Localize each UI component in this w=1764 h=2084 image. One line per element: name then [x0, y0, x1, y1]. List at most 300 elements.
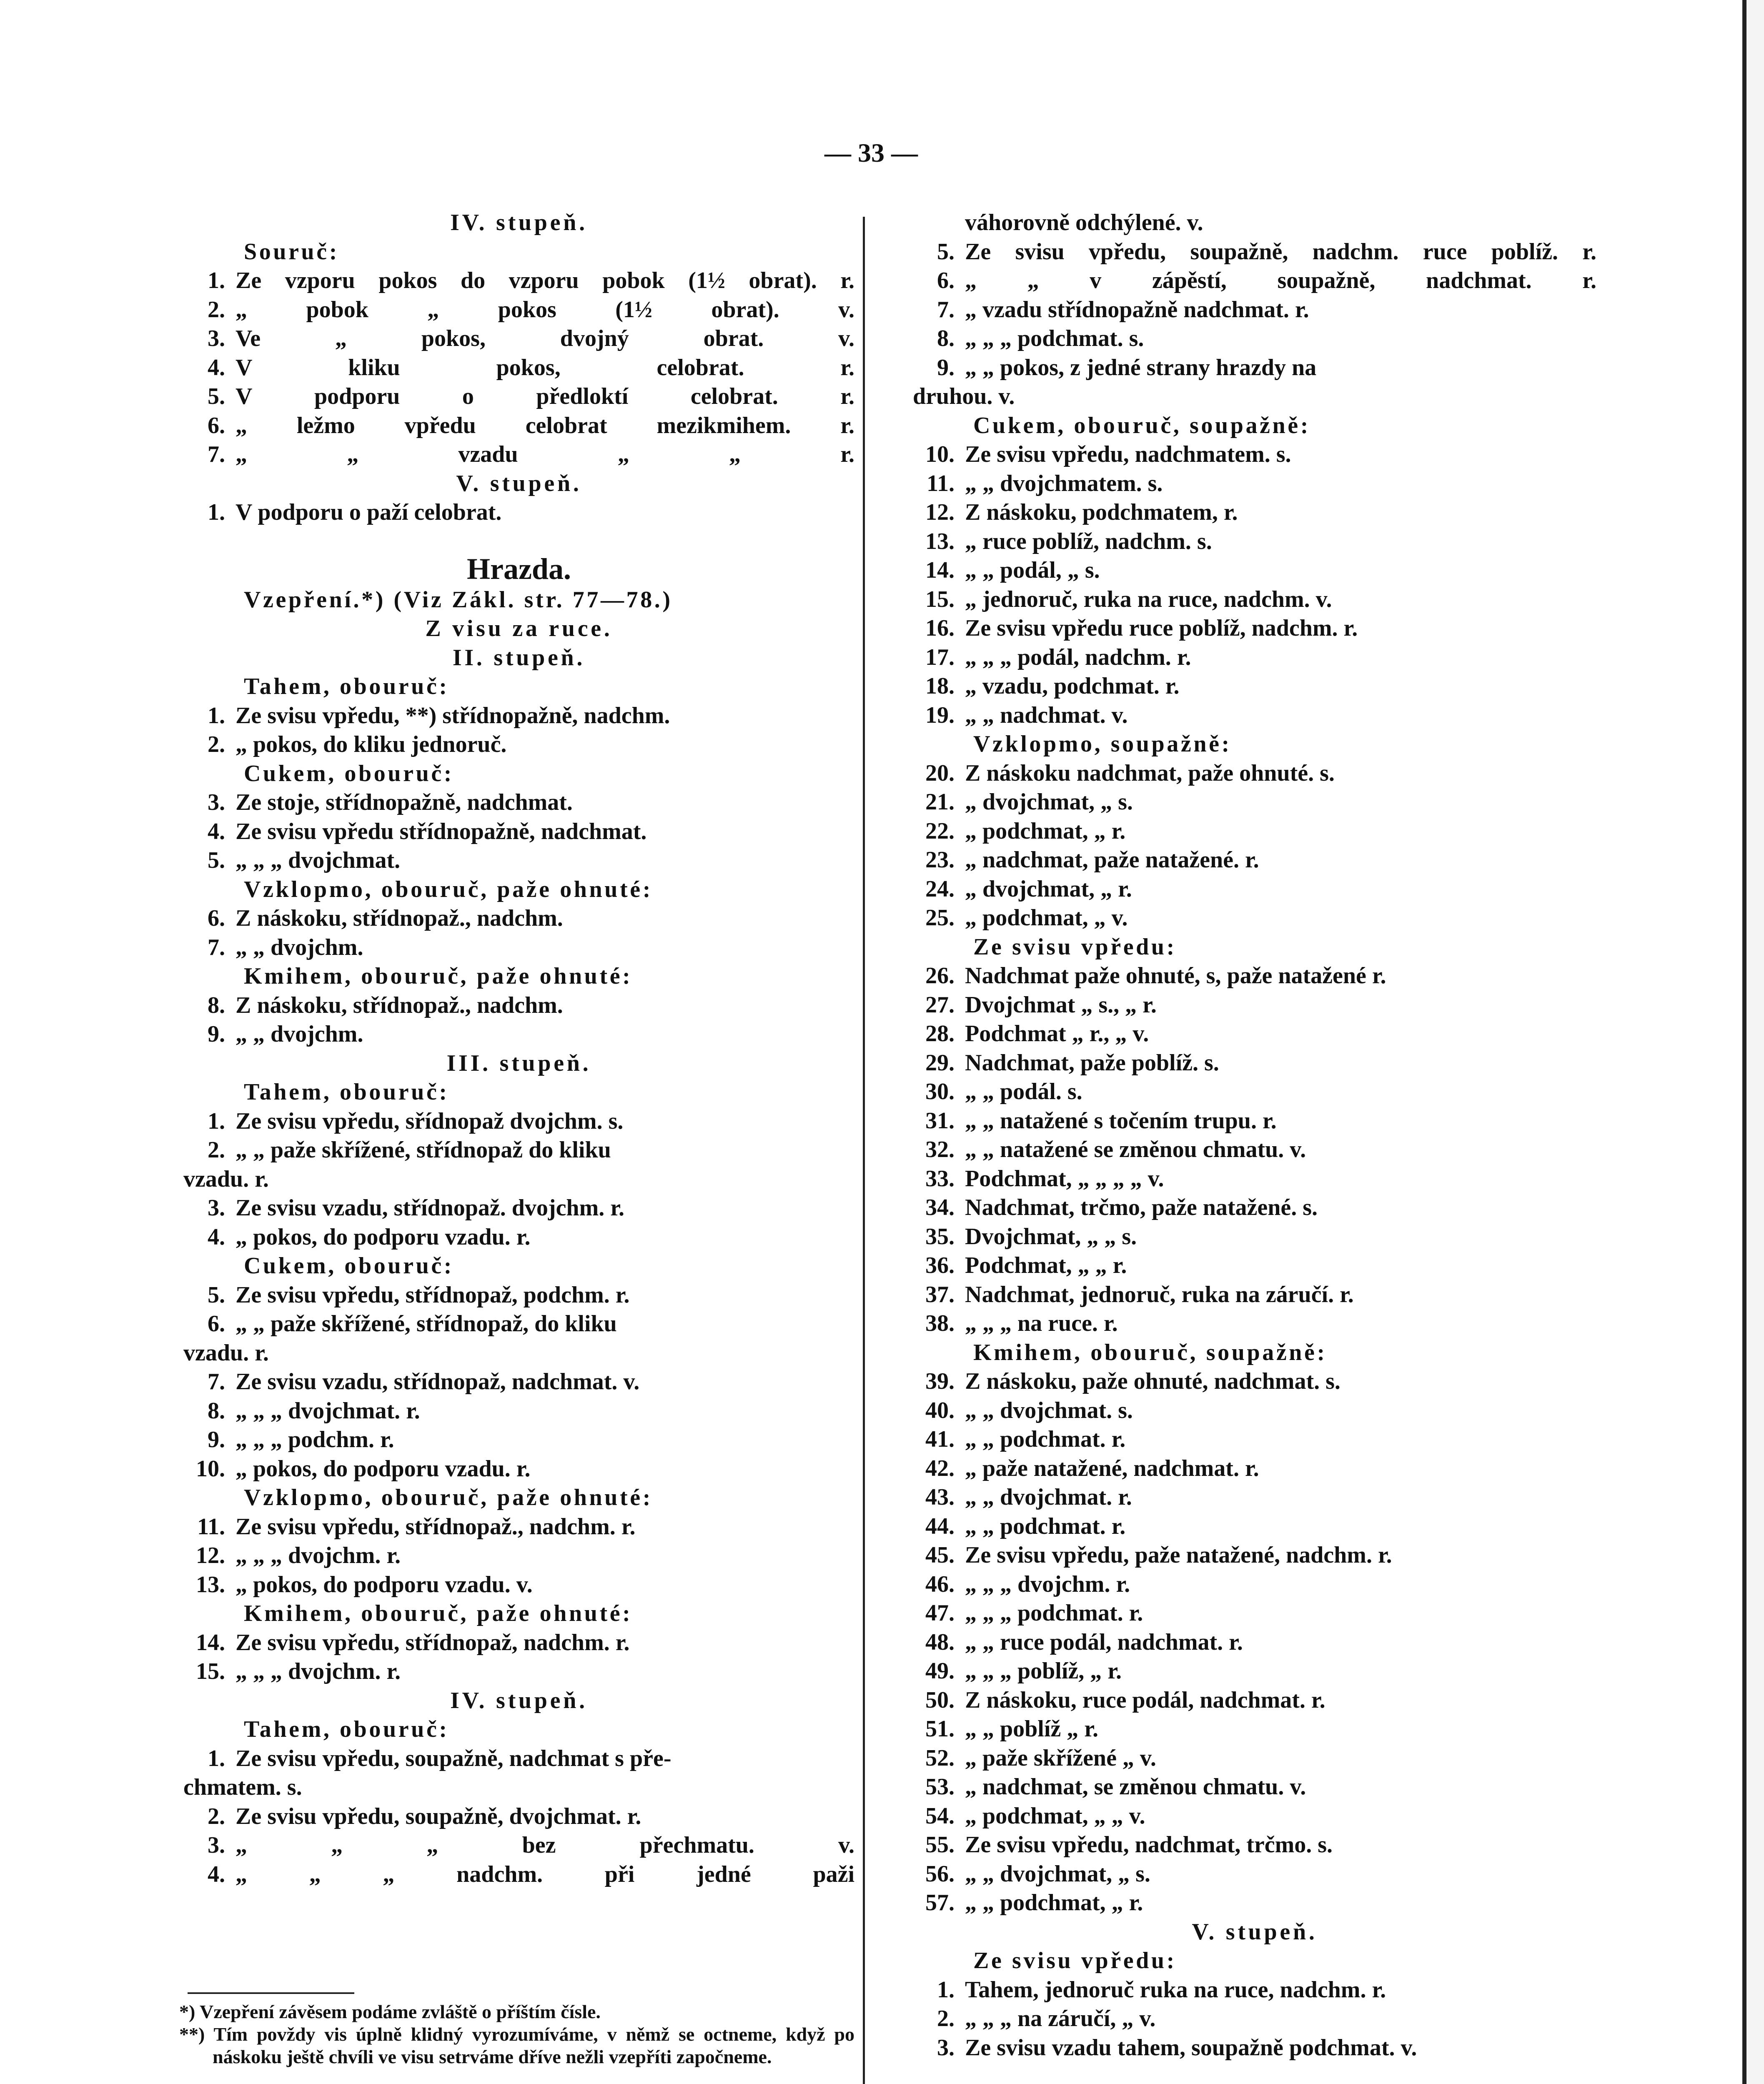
- item-number: 30.: [925, 1079, 955, 1105]
- item-text: Ze stoje, střídnopažně, nadchmat.: [236, 789, 573, 815]
- item-text: „ pokos, do podporu vzadu. r.: [236, 1455, 531, 1482]
- item-number: 34.: [925, 1195, 955, 1220]
- list-item: [913, 1483, 1596, 1512]
- subheading: Vzklopmo, obouruč, paže ohnuté:: [244, 1485, 653, 1510]
- list-item: [913, 1019, 1596, 1049]
- list-item: [913, 1425, 1596, 1454]
- subheading: Ze svisu vpředu:: [973, 934, 1177, 960]
- item-text: „ „ poblíž „ r.: [965, 1716, 1098, 1742]
- list-item: [913, 469, 1596, 498]
- item-text: „ ruce poblíž, nadchm. s.: [965, 528, 1212, 554]
- item-number: 12.: [925, 499, 955, 525]
- item-text: Ze svisu vpředu, střídnopaž, nadchm. r.: [236, 1629, 630, 1656]
- item-text: Podchmat, „ „ r.: [965, 1252, 1127, 1278]
- item-text: Ze svisu vpředu, soupažně, nadchm. ruce poblíž. r.: [965, 238, 1596, 265]
- list-item: [913, 701, 1596, 730]
- subheading: Cukem, obouruč, soupažně:: [973, 412, 1310, 438]
- item-number: 16.: [925, 615, 955, 641]
- item-number: 3.: [208, 789, 225, 815]
- list-item: [183, 296, 854, 325]
- list-item: [913, 643, 1596, 672]
- list-item: [183, 1831, 854, 1860]
- item-text: „ „ „ dvojchm. r.: [965, 1571, 1130, 1597]
- item-continuation: druhou. v.: [913, 383, 1015, 409]
- list-item: [913, 1715, 1596, 1744]
- item-number: 20.: [925, 760, 955, 786]
- item-number: 15.: [196, 1658, 225, 1684]
- item-continuation: chmatem. s.: [183, 1774, 302, 1800]
- item-text: „ „ natažené se změnou chmatu. v.: [965, 1137, 1306, 1162]
- item-text: „ „ ruce podál, nadchmat. r.: [965, 1629, 1243, 1655]
- item-text: „ podchmat, „ r.: [965, 818, 1126, 844]
- footnote-2: **) Tím povždy vis úplně klidný vyrozumíváme, v němž se octneme, když po náskoku ještě chvíli ve visu setrváme dříve nežli vzepříti započneme.: [179, 2024, 854, 2067]
- item-text: „ paže skřížené „ v.: [965, 1745, 1156, 1771]
- item-text: V podporu o předloktí celobrat. r.: [236, 383, 854, 409]
- item-text: „ pobok „ pokos (1½ obrat). v.: [236, 296, 854, 323]
- item-number: 51.: [925, 1716, 955, 1742]
- item-number: 2.: [937, 2006, 955, 2031]
- item-number: 6.: [208, 412, 225, 438]
- list-item: [183, 1802, 854, 1831]
- item-number: 54.: [925, 1803, 955, 1829]
- item-text: Dvojchmat, „ „ s.: [965, 1223, 1137, 1250]
- subheading: Ze svisu vpředu:: [973, 1948, 1177, 1974]
- item-number: 33.: [925, 1165, 955, 1192]
- item-text: Nadchmat, paže poblíž. s.: [965, 1050, 1219, 1076]
- list-item: [913, 556, 1596, 585]
- list-item: [913, 1193, 1596, 1222]
- item-text: „ „ „ dvojchm. r.: [236, 1543, 401, 1568]
- item-number: 22.: [925, 818, 955, 844]
- item-text: „ „ podchmat. r.: [965, 1426, 1126, 1452]
- list-item: [913, 1280, 1596, 1310]
- item-text: „ „ „ dvojchm. r.: [236, 1658, 401, 1684]
- item-number: 7.: [208, 1369, 225, 1395]
- list-item: [183, 1310, 854, 1339]
- footnotes: [179, 2001, 854, 2068]
- item-text: Ze svisu vzadu, střídnopaž. dvojchm. r.: [236, 1195, 624, 1221]
- list-item: [913, 527, 1596, 556]
- list-item: [183, 1628, 854, 1658]
- list-item: [913, 962, 1596, 991]
- list-item: [913, 614, 1596, 643]
- list-item: [183, 904, 854, 933]
- item-text: Ze svisu vpředu, sřídnopaž dvojchm. s.: [236, 1108, 624, 1134]
- item-text: „ „ „ podchmat. r.: [965, 1600, 1143, 1626]
- item-number: 13.: [925, 528, 955, 554]
- section-heading: Z visu za ruce.: [425, 616, 613, 641]
- item-text: „ „ paže skřížené, střídnopaž do kliku: [236, 1137, 611, 1163]
- item-text: „ nadchmat, se změnou chmatu. v.: [965, 1774, 1306, 1800]
- item-text: Podchmat „ r., „ v.: [965, 1021, 1149, 1047]
- item-text: „ „ v zápěstí, soupažně, nadchmat. r.: [965, 268, 1596, 293]
- continuation-line: váhorovně odchýlené. v.: [965, 210, 1203, 235]
- item-text: „ dvojchmat, „ s.: [965, 789, 1133, 815]
- item-number: 1.: [208, 499, 225, 525]
- list-item: [913, 759, 1596, 788]
- item-number: 53.: [925, 1774, 955, 1800]
- list-item: [913, 498, 1596, 527]
- item-text: Nadchmat, trčmo, paže natažené. s.: [965, 1195, 1318, 1220]
- item-number: 3.: [937, 2034, 955, 2061]
- list-item: [183, 1571, 854, 1600]
- item-number: 42.: [925, 1455, 955, 1481]
- item-text: „ podchmat, „ „ v.: [965, 1803, 1145, 1829]
- list-item: [183, 411, 854, 441]
- item-text: Z náskoku, podchmatem, r.: [965, 499, 1238, 525]
- list-item: [913, 991, 1596, 1020]
- item-number: 4.: [208, 1861, 225, 1887]
- item-text: Ze svisu vzadu tahem, soupažně podchmat. v.: [965, 2034, 1417, 2061]
- item-number: 52.: [925, 1745, 955, 1771]
- item-number: 2.: [208, 1803, 225, 1829]
- list-item: [183, 1455, 854, 1484]
- item-text: „ „ dvojchm.: [236, 1021, 363, 1047]
- item-text: „ paže natažené, nadchmat. r.: [965, 1455, 1259, 1481]
- subheading: Kmihem, obouruč, paže ohnuté:: [244, 963, 633, 989]
- item-number: 2.: [208, 296, 225, 323]
- list-item: [913, 1107, 1596, 1136]
- list-item: [913, 1570, 1596, 1599]
- item-number: 21.: [925, 789, 955, 815]
- item-number: 14.: [196, 1629, 225, 1656]
- item-number: 8.: [937, 326, 955, 351]
- item-text: „ pokos, do kliku jednoruč.: [236, 731, 507, 757]
- list-item: [913, 1599, 1596, 1628]
- item-number: 14.: [925, 557, 955, 583]
- item-text: „ „ paže skřížené, střídnopaž, do kliku: [236, 1311, 617, 1337]
- item-number: 2.: [208, 731, 225, 757]
- list-item: [183, 498, 854, 527]
- item-text: Tahem, jednoruč ruka na ruce, nadchm. r.: [965, 1976, 1386, 2003]
- item-text: „ pokos, do podporu vzadu. r.: [236, 1224, 531, 1250]
- item-number: 27.: [925, 992, 955, 1018]
- list-item: [183, 1194, 854, 1223]
- section-heading: V. stupeň.: [456, 470, 582, 496]
- subheading: Vzepření.*) (Viz Zákl. str. 77—78.): [244, 586, 673, 613]
- item-number: 4.: [208, 354, 225, 381]
- subheading: Vzklopmo, soupažně:: [973, 731, 1232, 757]
- item-text: „ „ podchmat, „ r.: [965, 1890, 1143, 1916]
- subheading: Tahem, obouruč:: [244, 1079, 449, 1105]
- item-number: 5.: [208, 1282, 225, 1308]
- list-item: [183, 730, 854, 759]
- item-text: Dvojchmat „ s., „ r.: [965, 992, 1157, 1018]
- item-number: 50.: [925, 1687, 955, 1713]
- subheading: Tahem, obouruč:: [244, 674, 449, 699]
- list-item: [913, 1309, 1596, 1338]
- list-item: [913, 875, 1596, 904]
- item-number: 13.: [196, 1571, 225, 1598]
- list-item: [913, 1396, 1596, 1425]
- item-number: 6.: [208, 1311, 225, 1337]
- item-text: Ze svisu vpředu, nadchmat, trčmo. s.: [965, 1832, 1333, 1858]
- list-item: [913, 1077, 1596, 1107]
- item-number: 46.: [925, 1571, 955, 1597]
- item-text: Ze svisu vpředu, paže natažené, nadchm. r.: [965, 1542, 1392, 1568]
- list-item: [183, 1541, 854, 1571]
- item-text: „ „ „ poblíž, „ r.: [965, 1658, 1122, 1684]
- item-number: 41.: [925, 1426, 955, 1452]
- list-item: [913, 2004, 1596, 2034]
- section-heading: IV. stupeň.: [450, 210, 588, 235]
- item-text: „ „ „ nadchm. při jedné paži: [236, 1861, 854, 1887]
- right-column: [913, 208, 1596, 2062]
- item-text: Z náskoku, střídnopaž., nadchm.: [236, 992, 563, 1018]
- list-item: [183, 1107, 854, 1136]
- list-item: [913, 672, 1596, 701]
- item-number: 24.: [925, 876, 955, 902]
- item-number: 1.: [208, 702, 225, 729]
- footnote-rule: [188, 1992, 354, 1994]
- item-number: 29.: [925, 1050, 955, 1076]
- item-text: „ „ dvojchmatem. s.: [965, 470, 1163, 496]
- item-text: „ „ „ podchmat. s.: [965, 326, 1144, 351]
- list-item: [183, 1513, 854, 1542]
- list-item: [913, 904, 1596, 933]
- list-item: [913, 788, 1596, 817]
- list-item: [913, 1367, 1596, 1396]
- list-item: [183, 353, 854, 383]
- list-item: [913, 266, 1596, 296]
- item-text: Nadchmat, jednoruč, ruka na záručí. r.: [965, 1281, 1354, 1308]
- item-number: 1.: [208, 268, 225, 293]
- item-number: 40.: [925, 1397, 955, 1423]
- item-number: 15.: [925, 586, 955, 612]
- list-item: [183, 1397, 854, 1426]
- item-text: „ „ pokos, z jedné strany hrazdy na: [965, 354, 1317, 381]
- list-item: [913, 1686, 1596, 1715]
- list-item: [183, 324, 854, 353]
- item-number: 56.: [925, 1861, 955, 1887]
- list-item: [913, 1251, 1596, 1280]
- column-divider: [863, 217, 865, 2084]
- item-text: „ „ „ na ruce. r.: [965, 1310, 1118, 1336]
- list-item: [913, 585, 1596, 614]
- item-number: 28.: [925, 1021, 955, 1047]
- list-item: [913, 1628, 1596, 1657]
- item-text: „ „ natažené s točením trupu. r.: [965, 1107, 1277, 1134]
- list-item: [183, 817, 854, 847]
- item-text: „ nadchmat, paže natažené. r.: [965, 847, 1259, 873]
- subheading: Vzklopmo, obouruč, paže ohnuté:: [244, 876, 653, 902]
- item-text: Nadchmat paže ohnuté, s, paže natažené r.: [965, 963, 1386, 989]
- list-item: [183, 1860, 854, 1889]
- footnote-1: *) Vzepření závěsem podáme zvláště o příštím čísle.: [179, 2001, 601, 2022]
- item-text: Ve „ pokos, dvojný obrat. v.: [236, 326, 854, 351]
- item-number: 44.: [925, 1513, 955, 1539]
- item-text: „ „ dvojchmat. s.: [965, 1397, 1133, 1423]
- list-item: [913, 817, 1596, 846]
- list-item: [183, 266, 854, 296]
- list-item: [913, 1744, 1596, 1773]
- list-item: [183, 382, 854, 411]
- item-text: „ podchmat, „ v.: [965, 905, 1128, 931]
- item-text: „ vzadu střídnopažně nadchmat. r.: [965, 296, 1309, 323]
- item-text: Ze svisu vpředu, soupažně, dvojchmat. r.: [236, 1803, 641, 1829]
- list-item: [183, 1744, 854, 1773]
- list-item: [913, 846, 1596, 875]
- page-number: — 33 —: [824, 138, 918, 168]
- list-item: [913, 1976, 1596, 2005]
- item-text: „ dvojchmat, „ r.: [965, 876, 1132, 902]
- item-number: 4.: [208, 818, 225, 844]
- list-item: [913, 1454, 1596, 1483]
- item-number: 45.: [925, 1542, 955, 1568]
- section-heading: III. stupeň.: [446, 1050, 591, 1076]
- subheading: Cukem, obouruč:: [244, 1253, 454, 1279]
- item-number: 37.: [925, 1281, 955, 1308]
- item-text: V podporu o paží celobrat.: [236, 499, 502, 525]
- item-text: Ze svisu vpředu, nadchmatem. s.: [965, 441, 1291, 467]
- item-number: 3.: [208, 326, 225, 351]
- item-text: Z náskoku, ruce podál, nadchmat. r.: [965, 1687, 1326, 1713]
- list-item: [913, 296, 1596, 325]
- item-text: „ „ dvojchmat. r.: [965, 1484, 1132, 1510]
- list-item: [913, 1773, 1596, 1802]
- item-text: „ „ podál. s.: [965, 1079, 1082, 1105]
- list-item: [913, 1657, 1596, 1686]
- list-item: [913, 1165, 1596, 1194]
- item-number: 26.: [925, 963, 955, 989]
- item-text: Ze svisu vpředu, soupažně, nadchmat s pře-: [236, 1745, 672, 1771]
- item-text: „ „ „ dvojchmat.: [236, 847, 401, 873]
- list-item: [913, 1049, 1596, 1078]
- list-item: [183, 846, 854, 875]
- item-number: 8.: [208, 1398, 225, 1424]
- item-number: 5.: [208, 383, 225, 409]
- item-number: 7.: [208, 934, 225, 960]
- item-text: „ „ „ podál, nadchm. r.: [965, 644, 1191, 670]
- item-text: „ jednoruč, ruka na ruce, nadchm. v.: [965, 586, 1332, 612]
- list-item: [183, 1657, 854, 1686]
- item-number: 9.: [208, 1427, 225, 1453]
- list-item: [913, 1860, 1596, 1889]
- item-number: 36.: [925, 1252, 955, 1278]
- item-number: 6.: [208, 905, 225, 931]
- list-item: [183, 1223, 854, 1252]
- item-continuation: vzadu. r.: [183, 1166, 269, 1192]
- item-number: 48.: [925, 1629, 955, 1655]
- item-number: 7.: [937, 296, 955, 323]
- item-number: 10.: [196, 1455, 225, 1482]
- item-number: 31.: [925, 1107, 955, 1134]
- list-item: [913, 238, 1596, 267]
- item-number: 8.: [208, 992, 225, 1018]
- item-text: Ze svisu vzadu, střídnopaž, nadchmat. v.: [236, 1369, 640, 1395]
- item-text: Ze vzporu pokos do vzporu pobok (1½ obrat). r.: [236, 268, 854, 293]
- list-item: [913, 1889, 1596, 1918]
- item-number: 1.: [208, 1108, 225, 1134]
- item-number: 1.: [937, 1976, 955, 2003]
- item-number: 1.: [208, 1745, 225, 1771]
- item-text: „ „ „ podchm. r.: [236, 1427, 394, 1453]
- list-item: [183, 1425, 854, 1455]
- item-text: Ze svisu vpředu, střídnopaž, podchm. r.: [236, 1282, 630, 1308]
- item-number: 23.: [925, 847, 955, 873]
- item-number: 5.: [208, 847, 225, 873]
- item-number: 9.: [937, 354, 955, 381]
- subheading: Kmihem, obouruč, paže ohnuté:: [244, 1601, 633, 1626]
- list-item: [183, 1136, 854, 1165]
- item-number: 9.: [208, 1021, 225, 1047]
- list-item: [183, 991, 854, 1020]
- list-item: [913, 1802, 1596, 1831]
- item-number: 39.: [925, 1368, 955, 1394]
- list-item: [183, 1020, 854, 1049]
- section-heading: IV. stupeň.: [450, 1687, 588, 1713]
- subheading: Tahem, obouruč:: [244, 1716, 449, 1742]
- subheading: Cukem, obouruč:: [244, 760, 454, 787]
- section-heading: II. stupeň.: [452, 644, 586, 671]
- item-number: 47.: [925, 1600, 955, 1626]
- subheading: Kmihem, obouruč, soupažně:: [973, 1339, 1327, 1365]
- item-text: Ze svisu vpředu, střídnopaž., nadchm. r.: [236, 1513, 636, 1540]
- page-edge: [1742, 0, 1746, 2084]
- section-heading: V. stupeň.: [1192, 1919, 1318, 1945]
- list-item: [913, 1541, 1596, 1570]
- item-number: 12.: [196, 1543, 225, 1568]
- list-item: [183, 1368, 854, 1397]
- subheading: Souruč:: [244, 238, 339, 265]
- item-text: „ „ nadchmat. v.: [965, 702, 1128, 728]
- item-text: Ze svisu vpředu, **) střídnopažně, nadchm.: [236, 702, 670, 729]
- item-text: „ „ „ dvojchmat. r.: [236, 1398, 420, 1424]
- item-number: 18.: [925, 673, 955, 699]
- item-text: „ pokos, do podporu vzadu. v.: [236, 1571, 533, 1598]
- item-number: 4.: [208, 1224, 225, 1250]
- item-text: „ „ dvojchm.: [236, 934, 363, 960]
- item-text: „ „ podchmat. r.: [965, 1513, 1126, 1539]
- item-text: „ „ vzadu „ „ r.: [236, 441, 854, 467]
- item-number: 38.: [925, 1310, 955, 1336]
- item-number: 3.: [208, 1832, 225, 1858]
- item-number: 3.: [208, 1195, 225, 1221]
- item-number: 7.: [208, 441, 225, 467]
- list-item: [913, 2034, 1596, 2063]
- item-number: 5.: [937, 238, 955, 265]
- item-text: „ „ „ bez přechmatu. v.: [236, 1832, 854, 1858]
- item-number: 25.: [925, 905, 955, 931]
- item-text: „ ležmo vpředu celobrat mezikmihem. r.: [236, 412, 854, 438]
- item-number: 32.: [925, 1137, 955, 1162]
- item-number: 35.: [925, 1223, 955, 1250]
- item-text: „ „ podál, „ s.: [965, 557, 1100, 583]
- item-text: „ „ dvojchmat, „ s.: [965, 1861, 1150, 1887]
- item-continuation: vzadu. r.: [183, 1340, 269, 1366]
- item-number: 17.: [925, 644, 955, 670]
- item-number: 11.: [927, 470, 955, 496]
- list-item: [183, 701, 854, 731]
- item-number: 55.: [925, 1832, 955, 1858]
- section-title: Hrazda.: [467, 552, 571, 586]
- item-text: „ vzadu, podchmat. r.: [965, 673, 1180, 699]
- item-text: Podchmat, „ „ „ „ v.: [965, 1165, 1164, 1192]
- list-item: [913, 1222, 1596, 1252]
- item-text: Ze svisu vpředu střídnopažně, nadchmat.: [236, 818, 647, 844]
- list-item: [913, 324, 1596, 353]
- item-text: Z náskoku nadchmat, paže ohnuté. s.: [965, 760, 1335, 786]
- list-item: [913, 353, 1596, 383]
- item-number: 10.: [925, 441, 955, 467]
- item-number: 19.: [925, 702, 955, 728]
- item-number: 11.: [197, 1513, 225, 1540]
- item-number: 57.: [925, 1890, 955, 1916]
- left-column: [183, 208, 854, 1889]
- list-item: [183, 788, 854, 817]
- list-item: [913, 1831, 1596, 1860]
- item-number: 43.: [925, 1484, 955, 1510]
